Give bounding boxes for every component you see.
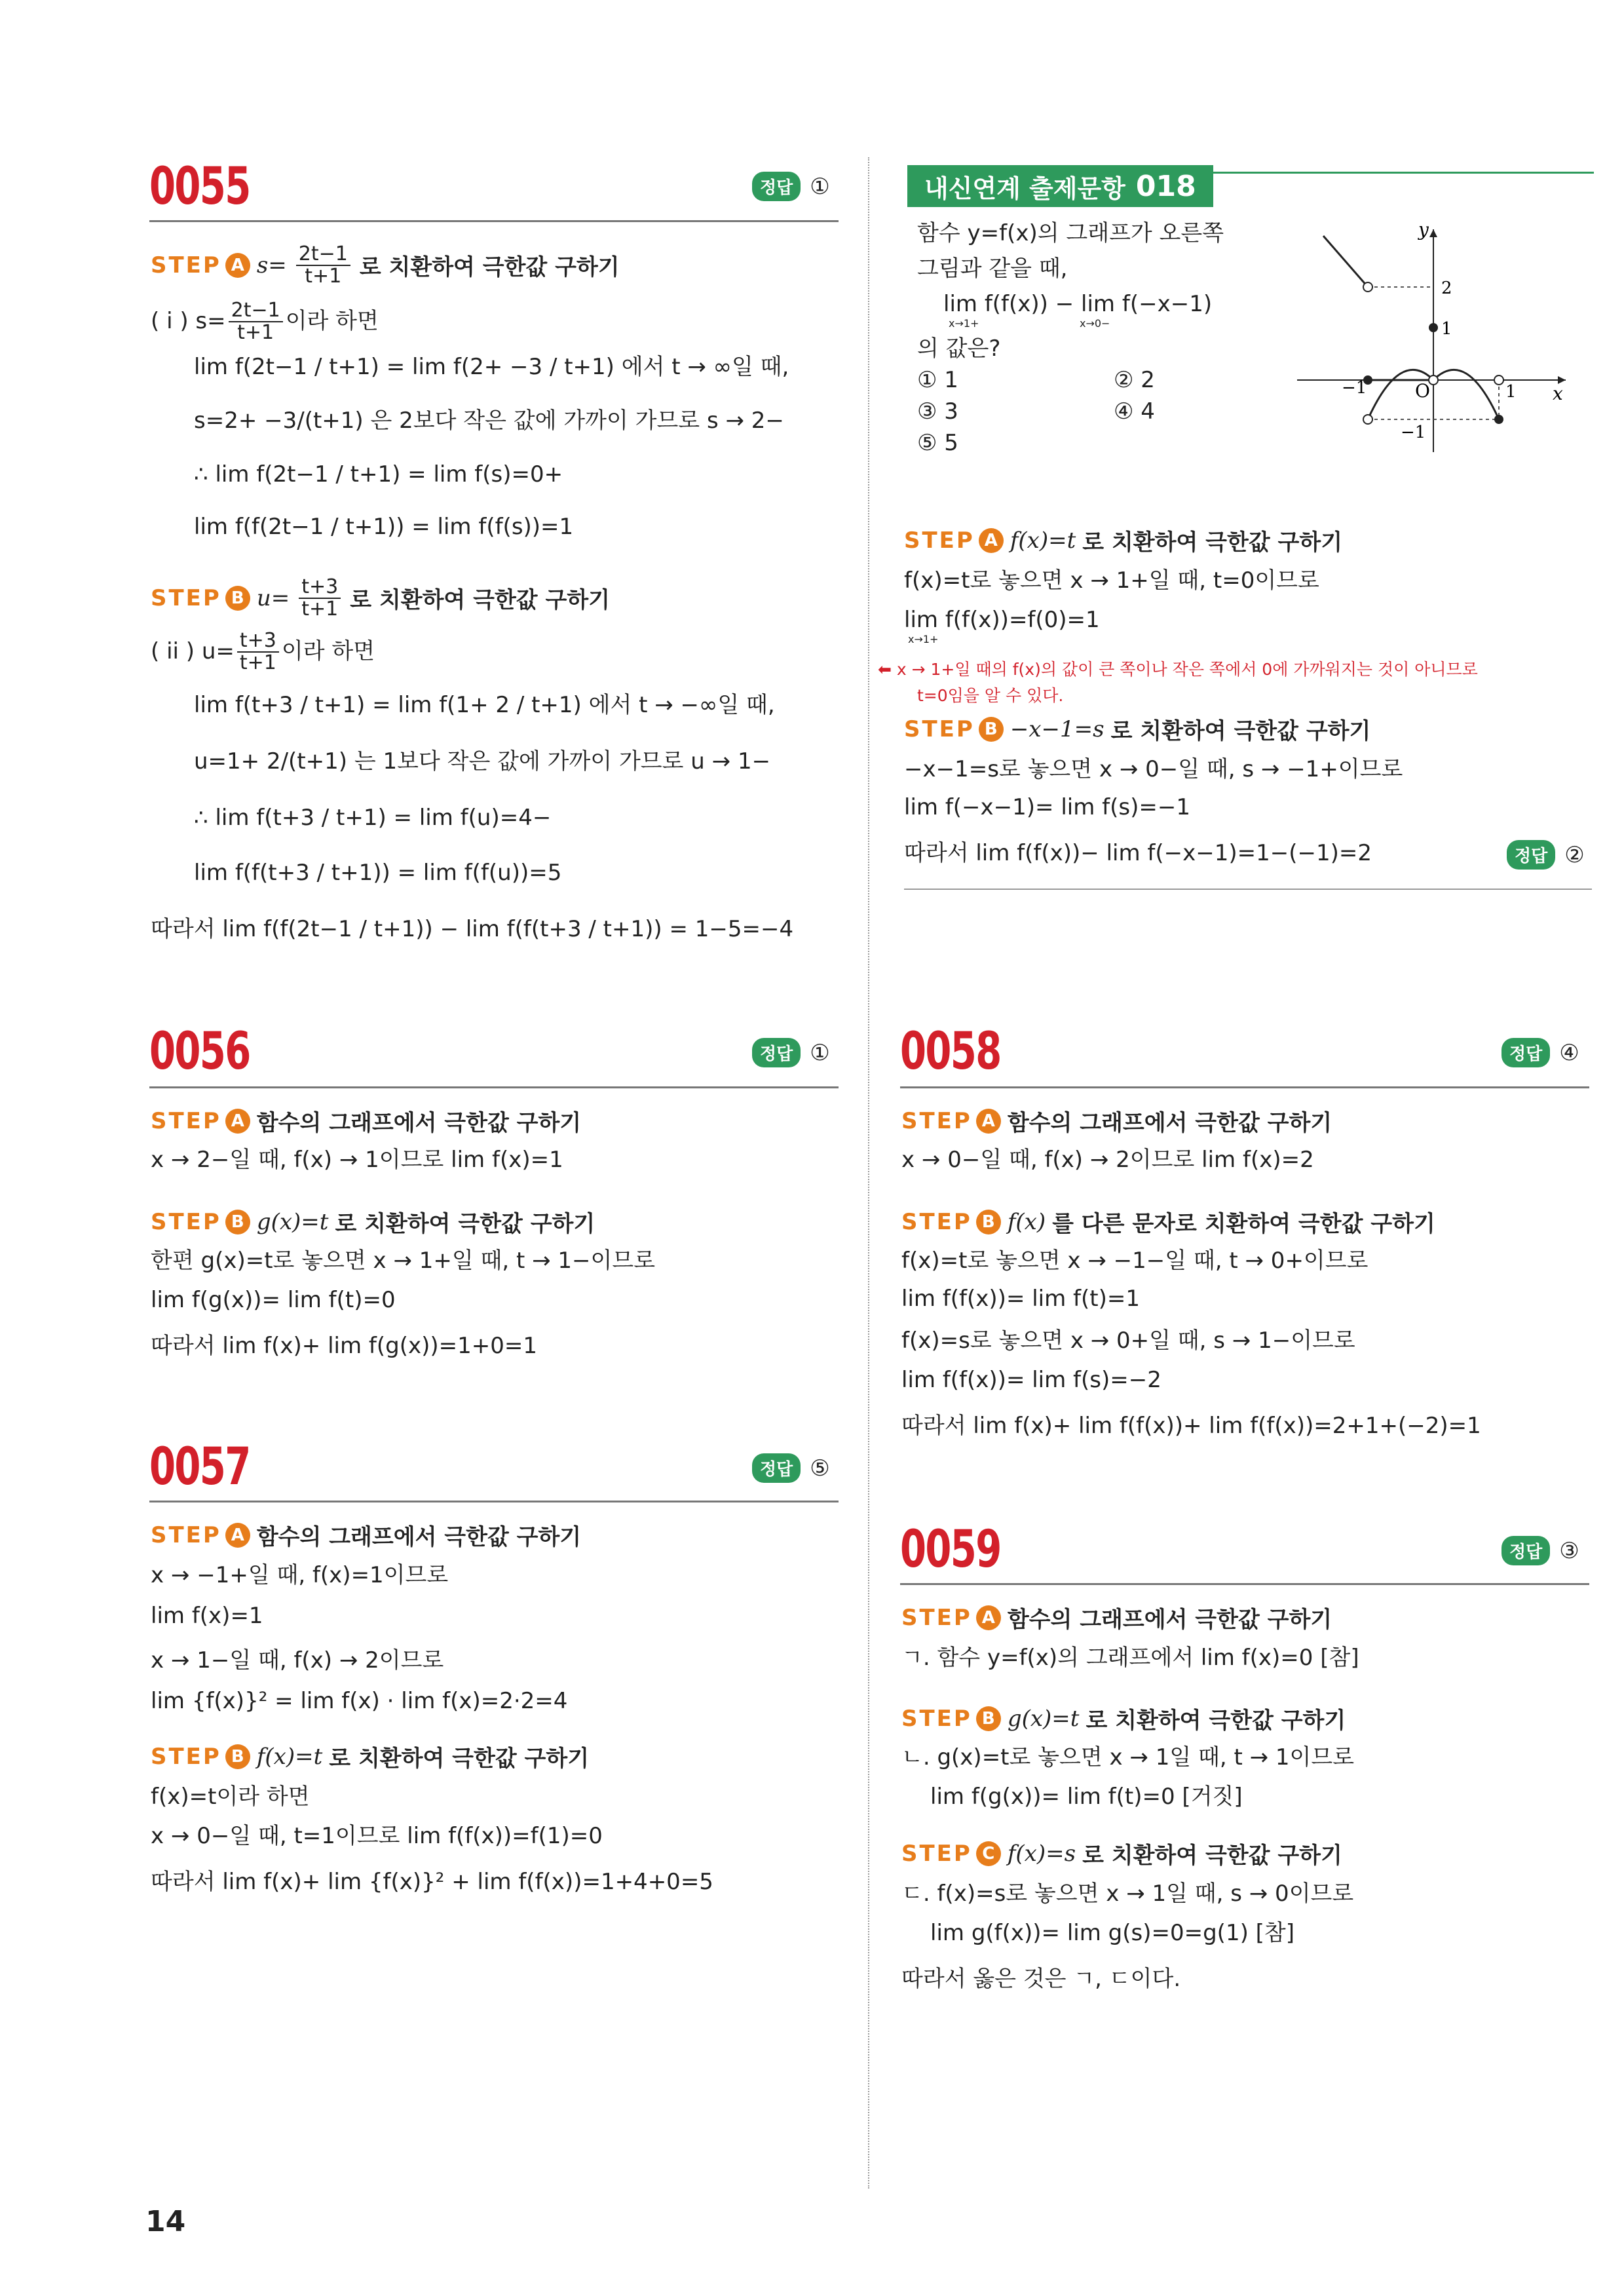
problem-number-0055: 0055 [149,157,250,216]
naesin-b3: 따라서 lim f(f(x))− lim f(−x−1)=1−(−1)=2 [904,840,1372,866]
step-letter: B [979,717,1004,742]
tick-2: 2 [1441,278,1452,298]
line-0058-3: lim f(f(x))= lim f(t)=1 [901,1286,1141,1312]
answer-value: ① [810,1039,830,1066]
naesin-q3-sub1: x→1+ [949,317,979,330]
line-0055-3: s=2+ −3/(t+1) 은 2보다 작은 값에 가까이 가므로 s → 2− [194,408,784,434]
line-0056-1: x → 2−일 때, f(x) → 1이므로 lim f(x)=1 [151,1147,563,1173]
step-letter: B [225,1744,250,1769]
step-title: 함수의 그래프에서 극한값 구하기 [256,1110,582,1136]
answer-tag: 정답 [752,172,801,201]
line-0058-6: 따라서 lim f(x)+ lim f(f(x))+ lim f(f(x))=2+1+(−2)=1 [901,1413,1481,1439]
answer-value: ① [810,173,830,200]
naesin-note-1: ⬅ x → 1+일 때의 f(x)의 값이 큰 쪽이나 작은 쪽에서 0에 가까워지는 것이 아니므로 [878,660,1478,679]
step-c-0059 [901,1837,1342,1869]
line-0055-5: lim f(f(2t−1 / t+1)) = lim f(f(s))=1 [194,514,574,540]
step-label: STEP [901,1604,972,1631]
step-math: −x−1=s [1010,716,1105,742]
naesin-q3-sub2: x→0− [1080,317,1110,330]
function-graph [1284,216,1579,459]
section-rule [900,1583,1589,1585]
line-0055-10: lim f(f(t+3 / t+1)) = lim f(f(u))=5 [194,860,562,886]
answer-tag: 정답 [1501,1038,1550,1067]
line-0058-1: x → 0−일 때, f(x) → 2이므로 lim f(x)=2 [901,1147,1314,1173]
step-title: 함수의 그래프에서 극한값 구하기 [256,1524,582,1550]
text: 이라 하면 [285,308,379,335]
step-title: 로 치환하여 극한값 구하기 [335,1211,595,1237]
step-b-0055 [151,577,610,619]
step-label: STEP [901,1107,972,1134]
step-label: STEP [151,1208,221,1235]
problem-number-0059: 0059 [900,1520,1001,1579]
denominator: t+1 [305,264,342,288]
fraction [299,577,341,619]
y-axis-arrow-icon [1429,229,1437,237]
x-label: x [1553,383,1563,404]
step-math: g(x)=t [256,1208,329,1235]
open-point [1363,415,1372,424]
text: ( i ) s= [151,308,226,335]
numerator: t+3 [237,630,279,653]
step-label: STEP [901,1840,972,1867]
answer-value: ⑤ [810,1455,830,1482]
answer-tag: 정답 [752,1038,801,1067]
closed-point [1494,415,1503,424]
step-title: 로 치환하여 극한값 구하기 [1110,718,1371,744]
numerator: t+3 [299,577,341,599]
step-label: STEP [151,252,221,278]
section-rule [904,889,1592,890]
badge-title: 내신연계 출제문항 [924,174,1125,203]
step-math: f(x)=s [1007,1840,1076,1867]
answer-tag: 정답 [1507,840,1555,870]
naesin-q3: lim f(f(x)) − lim f(−x−1) [943,291,1213,317]
naesin-a2-sub: x→1+ [908,633,939,645]
line-0056-4: 따라서 lim f(x)+ lim f(g(x))=1+0=1 [151,1333,537,1359]
step-a-0055 [151,244,620,286]
step-title: 로 치환하여 극한값 구하기 [359,254,620,280]
step-a-0059 [901,1601,1332,1634]
line-0055-1 [151,300,379,343]
text: 이라 하면 [281,638,375,665]
line-0059-5: lim g(f(x))= lim g(s)=0=g(1) [참] [930,1920,1295,1946]
column-divider [868,157,869,2189]
line-0058-2: f(x)=t로 놓으면 x → −1−일 때, t → 0+이므로 [901,1248,1369,1274]
naesin-q1: 함수 y=f(x)의 그래프가 오른쪽 [917,220,1224,246]
line-0057-7: 따라서 lim f(x)+ lim {f(x)}² + lim f(f(x))=1+4+0=5 [151,1869,713,1895]
naesin-q4: 의 값은? [917,335,1001,362]
line-0059-6: 따라서 옳은 것은 ㄱ, ㄷ이다. [901,1966,1181,1992]
step-letter: C [976,1841,1001,1866]
denominator: t+1 [237,320,274,344]
answer-tag: 정답 [1501,1536,1550,1565]
line-0058-5: lim f(f(x))= lim f(s)=−2 [901,1367,1161,1393]
step-a-0056 [151,1105,581,1137]
line-0059-4: ㄷ. f(x)=s로 놓으면 x → 1일 때, s → 0이므로 [901,1881,1354,1907]
step-a-0058 [901,1105,1332,1137]
problem-number-0057: 0057 [149,1438,250,1497]
line-0057-1: x → −1+일 때, f(x)=1이므로 [151,1562,449,1588]
line-0055-7: lim f(t+3 / t+1) = lim f(1+ 2 / t+1) 에서 t → −∞일 때, [194,692,775,718]
origin-label: O [1415,380,1430,402]
step-letter: B [976,1706,1001,1731]
tick-1-x: 1 [1505,382,1517,402]
naesin-a2: lim f(f(x))=f(0)=1 [904,607,1100,633]
step-b-0059 [901,1702,1346,1734]
fraction [296,244,350,286]
choice-4: ④ 4 [1114,398,1155,425]
denominator: t+1 [301,597,339,621]
step-title: 로 치환하여 극한값 구하기 [329,1746,590,1772]
step-b-0057 [151,1740,589,1772]
step-letter: A [225,253,250,278]
choice-3: ③ 3 [917,398,958,425]
step-label: STEP [151,1107,221,1134]
choice-2: ② 2 [1114,367,1155,393]
step-letter: A [225,1523,250,1548]
problem-number-0058: 0058 [900,1022,1001,1081]
answer-tag: 정답 [752,1453,801,1483]
badge-rule [907,172,1594,174]
answer-value: ③ [1559,1537,1579,1564]
step-letter: B [976,1210,1001,1234]
naesin-a1: f(x)=t로 놓으면 x → 1+일 때, t=0이므로 [904,567,1319,594]
step-math: f(x) [1007,1208,1046,1235]
step-math: u= [256,584,290,611]
step-letter: A [976,1605,1001,1630]
line-0055-6 [151,630,375,673]
step-b-0058 [901,1206,1435,1238]
step-letter: A [979,528,1004,553]
section-rule [149,1086,839,1088]
step-label: STEP [904,527,975,554]
line-0055-8: u=1+ 2/(t+1) 는 1보다 작은 값에 가까이 가므로 u → 1− [194,748,771,775]
answer-value: ② [1564,841,1585,868]
step-math: f(x)=t [256,1743,323,1770]
line-0058-4: f(x)=s로 놓으면 x → 0+일 때, s → 1−이므로 [901,1328,1355,1354]
naesin-b2: lim f(−x−1)= lim f(s)=−1 [904,794,1190,820]
choice-5: ⑤ 5 [917,430,958,456]
step-math: g(x)=t [1007,1705,1080,1732]
line-0056-3: lim f(g(x))= lim f(t)=0 [151,1287,396,1313]
step-letter: A [225,1109,250,1134]
step-math: f(x)=t [1010,527,1076,554]
denominator: t+1 [239,651,276,674]
y-label: y [1418,219,1429,240]
step-letter: A [976,1109,1001,1134]
closed-point-y1 [1429,323,1438,332]
step-math: s= [256,252,287,278]
step-title: 로 치환하여 극한값 구하기 [1082,1843,1342,1869]
step-label: STEP [151,1521,221,1548]
line-0057-3: x → 1−일 때, f(x) → 2이므로 [151,1647,444,1674]
line-0057-5: f(x)=t이라 하면 [151,1784,310,1810]
page-number: 14 [145,2205,186,2238]
tick-neg1-x: −1 [1342,378,1367,398]
naesin-note-2: t=0임을 알 수 있다. [917,686,1064,705]
section-rule [149,220,839,222]
line-0059-1: ㄱ. 함수 y=f(x)의 그래프에서 lim f(x)=0 [참] [901,1645,1359,1671]
line-0055-2: lim f(2t−1 / t+1) = lim f(2+ −3 / t+1) 에서 t → ∞일 때, [194,354,789,380]
line-0057-2: lim f(x)=1 [151,1603,263,1629]
answer-value: ④ [1559,1039,1579,1066]
answer-0058 [1501,1038,1579,1067]
step-title: 로 치환하여 극한값 구하기 [350,587,611,613]
numerator: 2t−1 [229,300,283,322]
line-0055-4: ∴ lim f(2t−1 / t+1) = lim f(s)=0+ [194,461,563,488]
text: ( ii ) u= [151,638,235,665]
step-label: STEP [151,1743,221,1770]
line-0059-2: ㄴ. g(x)=t로 놓으면 x → 1일 때, t → 1이므로 [901,1744,1355,1770]
open-point-origin [1429,375,1438,385]
step-label: STEP [904,716,975,742]
line-0059-3: lim f(g(x))= lim f(t)=0 [거짓] [930,1784,1243,1810]
section-rule [900,1086,1589,1088]
answer-0057 [752,1453,830,1483]
answer-0055 [752,172,830,201]
fraction [229,300,283,343]
step-b-0056 [151,1206,595,1238]
numerator: 2t−1 [296,244,350,266]
open-point [1494,375,1503,385]
open-point [1363,282,1372,292]
step-a-0057 [151,1519,581,1551]
tick-1: 1 [1441,319,1452,339]
naesin-b1: −x−1=s로 놓으면 x → 0−일 때, s → −1+이므로 [904,756,1403,782]
naesin-q2: 그림과 같을 때, [917,256,1068,282]
step-title: 로 치환하여 극한값 구하기 [1086,1708,1346,1734]
step-a-naesin [904,524,1342,556]
step-label: STEP [901,1208,972,1235]
step-title: 를 다른 문자로 치환하여 극한값 구하기 [1052,1211,1435,1237]
step-title: 로 치환하여 극한값 구하기 [1082,529,1343,556]
fraction [237,630,279,673]
answer-naesin [1507,840,1585,870]
choice-1: ① 1 [917,367,958,393]
answer-0056 [752,1038,830,1067]
step-title: 함수의 그래프에서 극한값 구하기 [1007,1110,1332,1136]
line-0057-6: x → 0−일 때, t=1이므로 lim f(f(x))=f(1)=0 [151,1823,603,1849]
step-letter: B [225,1210,250,1234]
graph-curve-right [1433,370,1499,419]
tick-neg1-y: −1 [1401,423,1426,442]
problem-number-0056: 0056 [149,1022,250,1081]
answer-0059 [1501,1536,1579,1565]
line-0055-11: 따라서 lim f(f(2t−1 / t+1)) − lim f(f(t+3 / t+1)) = 1−5=−4 [151,916,794,942]
line-0055-9: ∴ lim f(t+3 / t+1) = lim f(u)=4− [194,805,552,831]
section-rule [149,1501,839,1502]
badge-number: 018 [1135,169,1196,203]
line-0057-4: lim {f(x)}² = lim f(x) · lim f(x)=2·2=4 [151,1688,568,1714]
line-0056-2: 한편 g(x)=t로 놓으면 x → 1+일 때, t → 1−이므로 [151,1248,656,1274]
step-label: STEP [901,1705,972,1732]
step-letter: B [225,586,250,611]
step-label: STEP [151,584,221,611]
graph-left-ray [1323,236,1368,287]
step-title: 함수의 그래프에서 극한값 구하기 [1007,1607,1332,1633]
step-b-naesin [904,713,1370,745]
